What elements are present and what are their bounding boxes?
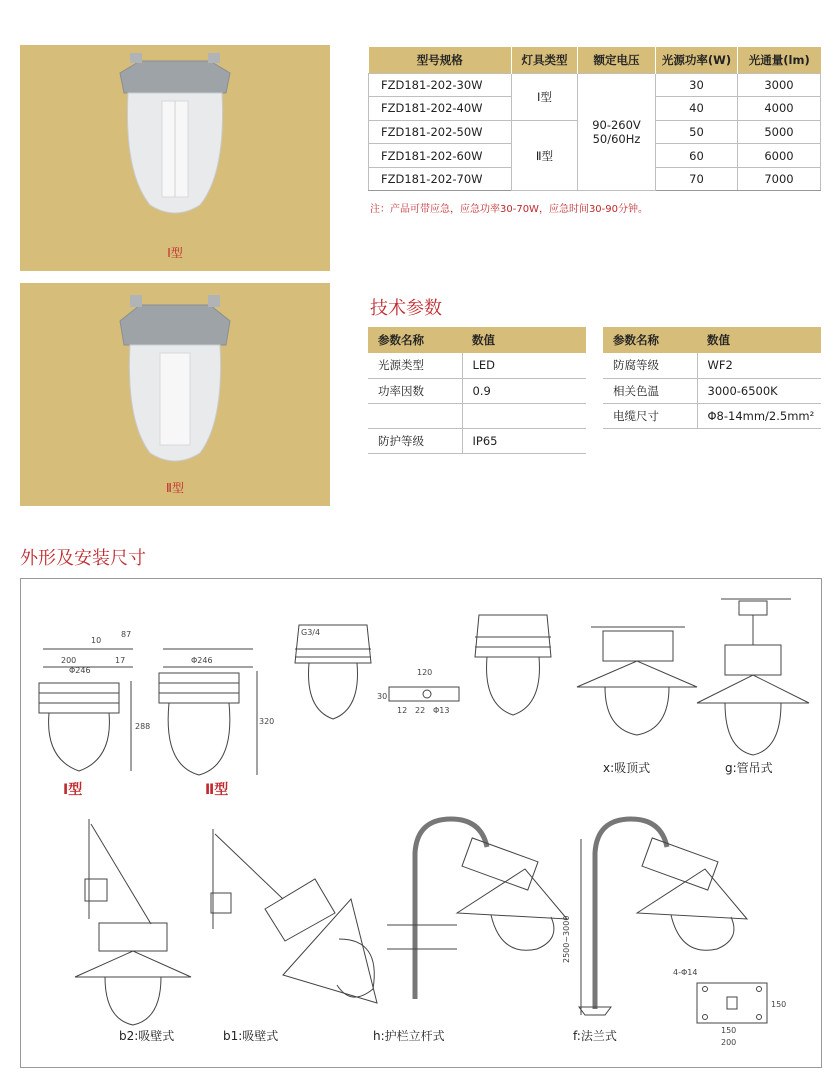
drawing-ceiling-mount	[577, 627, 697, 735]
panel-caption-type1: Ⅰ型	[167, 246, 183, 260]
drawing-pendant-mount	[697, 599, 809, 755]
table-row: FZD181-202-70W 70 7000	[369, 167, 821, 191]
lamp-type2-image	[110, 291, 240, 471]
drawing-guardrail-mount	[387, 819, 567, 999]
table-row	[368, 403, 586, 428]
table-row: 功率因数 0.9	[368, 378, 586, 403]
col-header-voltage: 额定电压	[578, 47, 656, 73]
product-panel-type1	[20, 45, 330, 271]
params-table-right: 参数名称 数值 防腐等级 WF2 相关色温 3000-6500K 电缆尺寸 Φ8-14mm/2.5mm²	[603, 327, 821, 429]
installation-drawing	[20, 578, 822, 1068]
svg-text:G3/4: G3/4	[301, 628, 321, 637]
voltage-cell: 90-260V 50/60Hz	[578, 73, 656, 191]
label-flange-mount: f:法兰式	[573, 1029, 617, 1043]
type-2-cell: Ⅱ型	[512, 120, 578, 191]
svg-text:4-Φ14: 4-Φ14	[673, 968, 698, 977]
svg-text:22: 22	[415, 706, 426, 715]
col-header-flux: 光通量(lm)	[738, 47, 821, 73]
label-type2: Ⅱ型	[205, 782, 229, 798]
svg-text:200: 200	[61, 656, 77, 665]
table-row: FZD181-202-60W 60 6000	[369, 144, 821, 168]
svg-text:120: 120	[417, 668, 433, 677]
drawing-flange-mount	[562, 819, 747, 1015]
drawing-wall-mount-b1	[211, 829, 377, 1003]
emergency-note: 注：产品可带应急，应急功率30-70W，应急时间30-90分钟。	[370, 204, 649, 215]
svg-text:17: 17	[115, 656, 126, 665]
drawing-side-view	[295, 625, 371, 719]
col-header-type: 灯具类型	[512, 47, 578, 73]
product-panel-type2	[20, 283, 330, 506]
table-row: FZD181-202-30W Ⅰ型 90-260V 50/60Hz 30 3000	[369, 73, 821, 97]
label-type1: Ⅰ型	[63, 782, 83, 798]
params-table-left: 参数名称 数值 光源类型 LED 功率因数 0.9 防护等级 IP65	[368, 327, 586, 454]
svg-text:150: 150	[721, 1026, 737, 1035]
svg-text:12: 12	[397, 706, 408, 715]
label-ceiling-mount: x:吸顶式	[603, 761, 651, 775]
drawing-bracket	[377, 668, 459, 715]
drawing-wall-mount-b2	[75, 819, 191, 1025]
dimensions-title: 外形及安装尺寸	[20, 548, 146, 569]
label-wall-mount-b2: b2:吸壁式	[119, 1029, 175, 1043]
table-row: FZD181-202-50W Ⅱ型 50 5000	[369, 120, 821, 144]
svg-text:Φ246: Φ246	[191, 656, 213, 665]
table-row: 相关色温 3000-6500K	[603, 378, 821, 403]
svg-text:Φ246: Φ246	[69, 666, 91, 675]
svg-text:Φ13: Φ13	[433, 706, 450, 715]
drawing-flange-plate	[673, 968, 786, 1047]
col-header-model: 型号规格	[369, 47, 512, 73]
svg-text:30: 30	[377, 692, 388, 701]
svg-text:2500~3000: 2500~3000	[562, 915, 571, 963]
table-row: 防护等级 IP65	[368, 428, 586, 453]
svg-text:320: 320	[259, 717, 275, 726]
drawing-type1	[39, 630, 150, 771]
table-row: 光源类型 LED	[368, 353, 586, 378]
label-pendant-mount: g:管吊式	[725, 761, 773, 775]
svg-text:10: 10	[91, 636, 102, 645]
table-row: 防腐等级 WF2	[603, 353, 821, 378]
table-row: FZD181-202-40W 40 4000	[369, 97, 821, 121]
tech-params-title: 技术参数	[370, 298, 442, 319]
drawing-front-view	[475, 615, 551, 715]
table-row: 电缆尺寸 Φ8-14mm/2.5mm²	[603, 403, 821, 428]
model-spec-table	[368, 47, 821, 191]
svg-text:87: 87	[121, 630, 132, 639]
drawing-type2	[159, 649, 274, 775]
col-header-power: 光源功率(W)	[656, 47, 738, 73]
svg-text:150: 150	[771, 1000, 787, 1009]
label-guardrail-mount: h:护栏立杆式	[373, 1029, 445, 1043]
type-1-cell: Ⅰ型	[512, 73, 578, 120]
lamp-type1-image	[110, 53, 240, 223]
panel-caption-type2: Ⅱ型	[166, 481, 184, 495]
svg-text:200: 200	[721, 1038, 737, 1047]
svg-text:288: 288	[135, 722, 151, 731]
label-wall-mount-b1: b1:吸壁式	[223, 1029, 279, 1043]
